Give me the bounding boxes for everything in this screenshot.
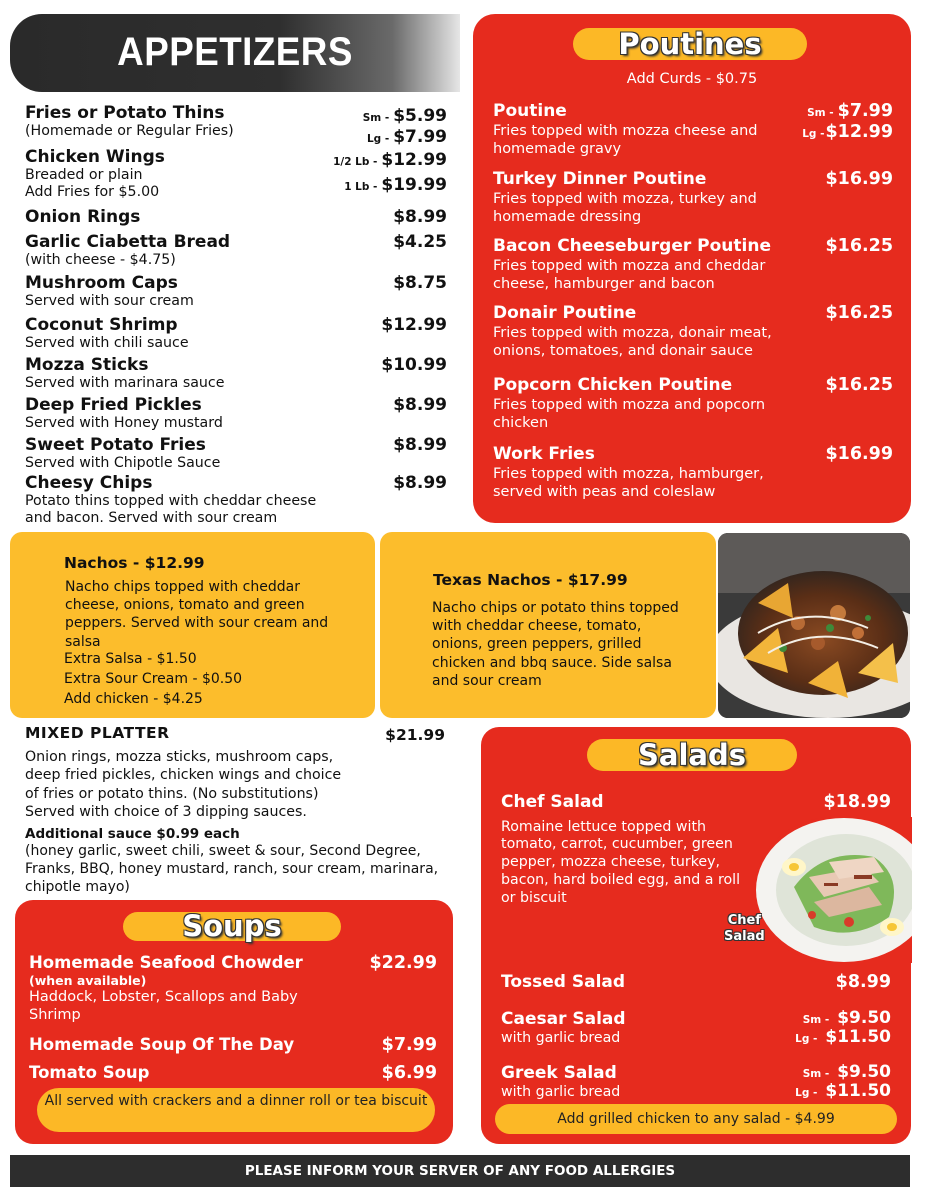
item-price: $11.50 (825, 1027, 891, 1048)
size-label: Sm - (802, 1014, 830, 1026)
item-desc: (with cheese - $4.75) (25, 251, 176, 268)
mixed-platter-price: $21.99 (385, 726, 445, 744)
item-name: Caesar Salad (501, 1009, 626, 1029)
menu-item-soup-of-day (29, 1035, 437, 1063)
menu-item-popcorn-poutine (493, 375, 893, 444)
item-name: Greek Salad (501, 1063, 617, 1083)
item-price: $8.99 (393, 395, 447, 415)
mixed-platter-name: MIXED PLATTER (25, 724, 170, 742)
menu-item-sweet-potato-fries (25, 436, 447, 474)
soups-list (29, 953, 437, 1083)
item-note: (when available) (29, 973, 147, 989)
item-name: Tomato Soup (29, 1063, 150, 1082)
item-name: Work Fries (493, 444, 595, 464)
menu-item-onion-rings (25, 208, 447, 233)
item-price: $8.99 (393, 207, 447, 227)
item-price: $16.25 (825, 375, 893, 395)
item-price: $7.99 (837, 101, 893, 121)
item-desc: Romaine lettuce topped with tomato, carrot, cucumber, green pepper, mozza cheese, turkey, bacon, hard boiled egg, and a roll or biscuit (501, 818, 741, 906)
menu-item-seafood-chowder (29, 953, 437, 1035)
menu-item-turkey-poutine (493, 169, 893, 236)
item-price: $18.99 (823, 792, 891, 812)
item-price: $8.99 (393, 473, 447, 493)
item-price: $7.99 (381, 1035, 437, 1055)
poutines-panel (473, 14, 911, 523)
item-prices (363, 104, 447, 149)
item-name: Fries or Potato Thins (25, 103, 225, 123)
chef-salad-caption: Chef Salad (724, 913, 765, 945)
mixed-platter (25, 724, 447, 896)
item-name: Bacon Cheeseburger Poutine (493, 236, 771, 256)
extra-salsa: Extra Salsa - $1.50 (64, 651, 197, 667)
item-desc: Fries topped with mozza and popcorn chicken (493, 396, 766, 431)
salads-note: Add grilled chicken to any salad - $4.99 (495, 1104, 897, 1134)
item-desc: Fries topped with mozza, turkey and homemade dressing (493, 190, 757, 225)
appetizers-list (25, 104, 447, 527)
item-desc: Served with Chipotle Sauce (25, 454, 221, 471)
poutines-title: Poutines (573, 28, 807, 60)
salads-title: Salads (587, 739, 797, 771)
item-prices (795, 1063, 891, 1101)
item-name: Onion Rings (25, 207, 141, 227)
menu-item-tossed-salad (501, 972, 891, 1009)
menu-item-mushroom-caps (25, 274, 447, 316)
item-price: $12.99 (825, 122, 893, 143)
item-desc: Served with sour cream (25, 292, 194, 309)
appetizers-title: APPETIZERS (117, 30, 353, 74)
item-name: Donair Poutine (493, 303, 637, 323)
nachos-photo (718, 533, 910, 718)
item-name: Popcorn Chicken Poutine (493, 375, 733, 395)
soups-note: All served with crackers and a dinner roll or tea biscuit (37, 1088, 435, 1132)
size-label: Lg - (802, 128, 825, 141)
menu-item-fries (25, 104, 447, 148)
size-label: Lg - (366, 133, 390, 146)
menu-item-caesar-salad (501, 1009, 891, 1063)
item-price: $12.99 (381, 315, 447, 335)
nachos-title: Nachos - $12.99 (64, 554, 205, 572)
item-desc: Add Fries for $5.00 (25, 183, 160, 200)
size-label: Lg - (795, 1033, 818, 1046)
item-price: $16.99 (825, 169, 893, 189)
size-label: 1 Lb - (344, 181, 378, 194)
item-desc: Served with Honey mustard (25, 414, 223, 431)
size-label: Sm - (802, 1068, 830, 1080)
menu-item-greek-salad (501, 1063, 891, 1101)
texas-nachos-desc: Nacho chips or potato thins topped with cheddar cheese, tomato, onions, green peppers, grilled chicken and bbq sauce. Side salsa and sour cream (432, 600, 679, 689)
texas-nachos-title: Texas Nachos - $17.99 (433, 571, 628, 589)
add-chicken: Add chicken - $4.25 (64, 690, 203, 707)
poutines-list (493, 101, 893, 501)
nachos-image (718, 533, 910, 718)
menu-item-poutine (493, 101, 893, 169)
salads-panel (481, 727, 911, 1144)
menu-item-cheesy-chips (25, 474, 447, 527)
nachos-desc: Nacho chips topped with cheddar cheese, onions, tomato and green peppers. Served with sour cream and salsa (65, 579, 329, 650)
item-name: Poutine (493, 101, 567, 121)
item-name: Deep Fried Pickles (25, 395, 202, 415)
item-prices (802, 101, 893, 144)
item-desc: Fries topped with mozza, hamburger, served with peas and coleslaw (493, 465, 764, 500)
menu-item-fried-pickles (25, 396, 447, 436)
appetizers-banner (10, 14, 460, 92)
item-price: $22.99 (369, 953, 437, 973)
item-desc: with garlic bread (501, 1083, 621, 1100)
soups-panel (15, 900, 453, 1144)
item-name: Garlic Ciabetta Bread (25, 232, 231, 252)
item-desc: Served with chili sauce (25, 334, 189, 351)
menu-item-wings (25, 148, 447, 208)
item-price: $9.50 (837, 1008, 891, 1028)
item-price: $8.99 (393, 435, 447, 455)
item-name: Turkey Dinner Poutine (493, 169, 707, 189)
item-price: $16.25 (825, 303, 893, 323)
item-desc: Fries topped with mozza and cheddar cheese, hamburger and bacon (493, 257, 766, 292)
item-price: $19.99 (381, 175, 447, 196)
menu-item-mozza-sticks (25, 356, 447, 396)
item-price: $8.99 (835, 972, 891, 992)
additional-sauce: Additional sauce $0.99 each (25, 825, 240, 842)
menu-item-coconut-shrimp (25, 316, 447, 356)
item-name: Tossed Salad (501, 972, 626, 992)
item-name: Chef Salad (501, 792, 604, 812)
size-label: Sm - (807, 107, 834, 119)
item-price: $8.75 (393, 273, 447, 293)
soups-title: Soups (123, 912, 341, 941)
menu-item-tomato-soup (29, 1063, 437, 1083)
item-prices (795, 1009, 891, 1047)
allergy-footer: PLEASE INFORM YOUR SERVER OF ANY FOOD ALLERGIES (10, 1155, 910, 1187)
item-desc: with garlic bread (501, 1029, 621, 1046)
item-desc: (Homemade or Regular Fries) (25, 122, 234, 139)
size-label: Sm - (362, 112, 390, 124)
texas-nachos-panel (380, 532, 716, 718)
menu-item-work-fries (493, 444, 893, 501)
size-label: 1/2 Lb - (333, 156, 378, 168)
extra-sour-cream: Extra Sour Cream - $0.50 (64, 670, 243, 687)
menu-item-chef-salad (501, 792, 891, 972)
item-name: Sweet Potato Fries (25, 435, 206, 455)
sauce-list: (honey garlic, sweet chili, sweet & sour, Second Degree, Franks, BBQ, honey mustard, ranch, sour cream, marinara, chipotle mayo) (25, 842, 439, 896)
size-label: Lg - (795, 1087, 818, 1100)
item-price: $16.99 (825, 444, 893, 464)
item-name: Homemade Seafood Chowder (29, 953, 303, 972)
item-price: $7.99 (393, 127, 447, 148)
menu-item-bacon-poutine (493, 236, 893, 303)
item-price: $5.99 (393, 106, 447, 126)
item-desc: Fries topped with mozza, donair meat, onions, tomatoes, and donair sauce (493, 324, 772, 359)
item-desc: Haddock, Lobster, Scallops and Baby Shrimp (29, 989, 298, 1024)
menu-item-garlic-bread (25, 233, 447, 274)
menu-item-donair-poutine (493, 303, 893, 375)
mixed-platter-desc: Onion rings, mozza sticks, mushroom caps, deep fried pickles, chicken wings and choice of fries or potato thins. (No substitutions) Served with choice of 3 dipping sauces. (25, 749, 342, 821)
item-price: $11.50 (825, 1081, 891, 1102)
nachos-extras (64, 650, 242, 710)
nachos-panel (10, 532, 375, 718)
item-name: Coconut Shrimp (25, 315, 178, 335)
item-desc: Served with marinara sauce (25, 374, 225, 391)
salads-list (501, 792, 891, 1101)
item-price: $12.99 (381, 150, 447, 170)
item-name: Chicken Wings (25, 147, 165, 167)
item-prices (333, 148, 447, 197)
item-price: $6.99 (381, 1063, 437, 1083)
item-name: Mushroom Caps (25, 273, 178, 293)
item-name: Mozza Sticks (25, 355, 149, 375)
item-desc: Breaded or plain (25, 166, 143, 183)
item-desc: Potato thins topped with cheddar cheese and bacon. Served with sour cream (25, 492, 317, 526)
item-price: $10.99 (381, 355, 447, 375)
item-desc: Fries topped with mozza cheese and homemade gravy (493, 122, 758, 157)
item-price: $16.25 (825, 236, 893, 256)
item-name: Homemade Soup Of The Day (29, 1035, 295, 1054)
item-name: Cheesy Chips (25, 473, 153, 493)
poutines-subtitle: Add Curds - $0.75 (626, 71, 758, 87)
item-price: $4.25 (393, 232, 447, 252)
item-price: $9.50 (837, 1062, 891, 1082)
